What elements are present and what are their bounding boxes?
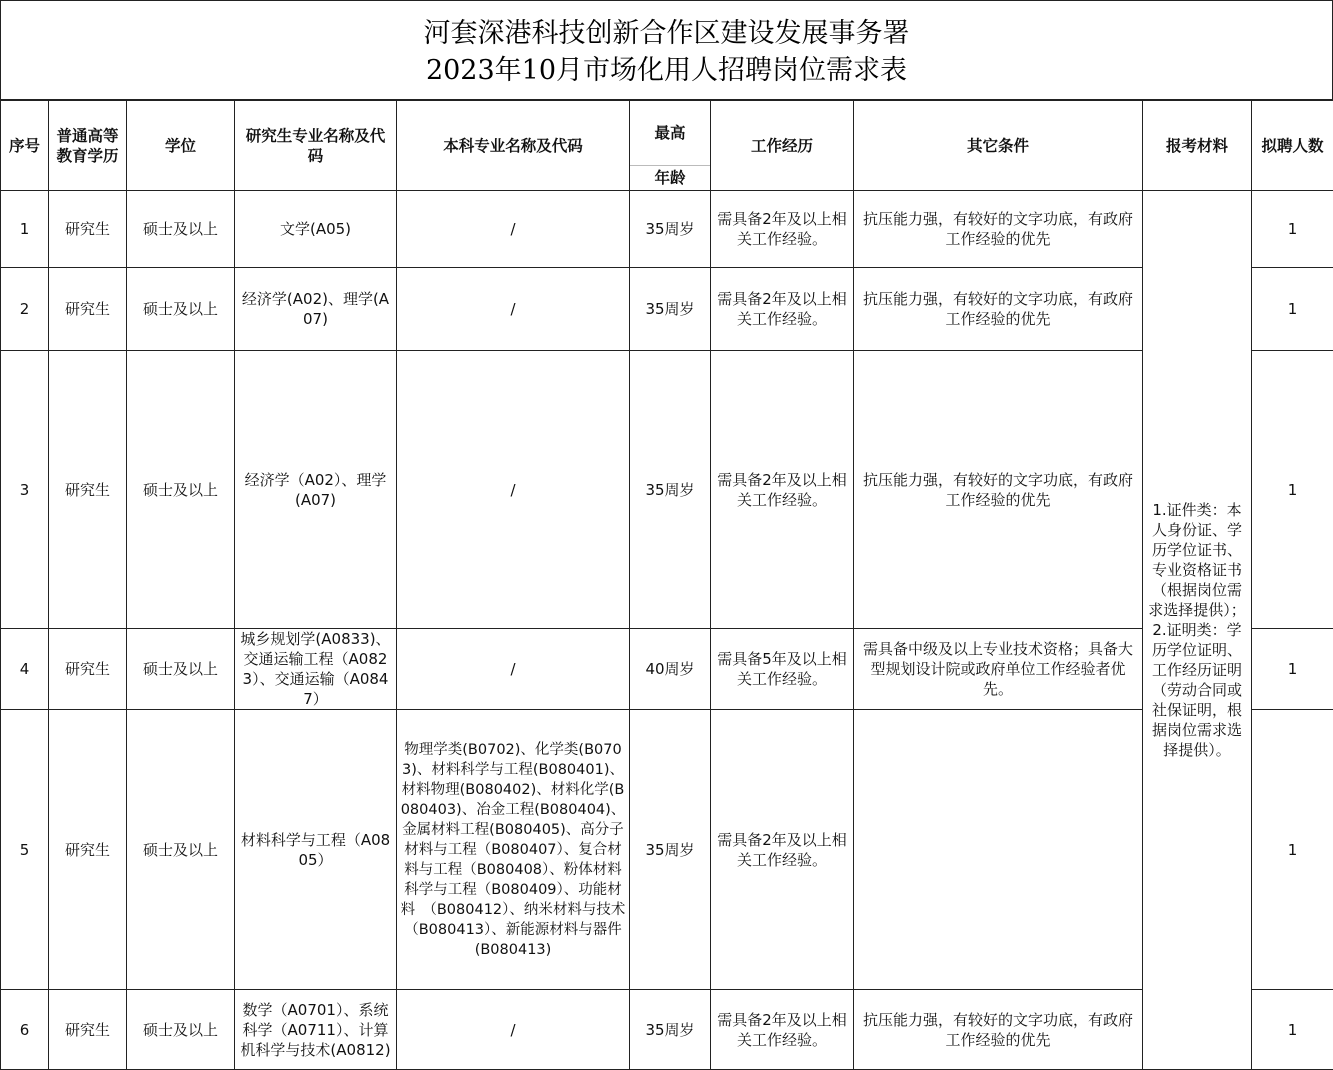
cell-other: 抗压能力强，有较好的文字功底，有政府工作经验的优先 [854,268,1143,351]
cell-seq: 2 [1,268,49,351]
recruitment-table [0,100,1333,1070]
cell-seq: 3 [1,351,49,629]
header-undergrad-major: 本科专业名称及代码 [397,101,630,191]
cell-experience: 需具备2年及以上相关工作经验。 [711,191,854,268]
cell-age: 40周岁 [630,629,711,710]
cell-grad-major: 文学(A05) [235,191,397,268]
cell-education: 研究生 [49,268,127,351]
cell-other: 抗压能力强，有较好的文字功底，有政府工作经验的优先 [854,351,1143,629]
header-other: 其它条件 [854,101,1143,191]
cell-education: 研究生 [49,191,127,268]
cell-education: 研究生 [49,629,127,710]
cell-count: 1 [1252,710,1333,990]
header-count: 拟聘人数 [1252,101,1333,191]
cell-seq: 1 [1,191,49,268]
materials-text: 1.证件类：本人身份证、学历学位证书、专业资格证书（根据岗位需求选择提供）； 2.证明类：学历学位证明、工作经历证明（劳动合同或社保证明，根据岗位需求选择提供）。 [1148,501,1246,759]
cell-seq: 6 [1,990,49,1070]
header-grad-major: 研究生专业名称及代码 [235,101,397,191]
cell-degree: 硕士及以上 [127,629,235,710]
cell-other: 抗压能力强，有较好的文字功底，有政府工作经验的优先 [854,990,1143,1070]
header-seq: 序号 [1,101,49,191]
cell-count: 1 [1252,191,1333,268]
cell-education: 研究生 [49,351,127,629]
cell-seq: 4 [1,629,49,710]
cell-degree: 硕士及以上 [127,710,235,990]
cell-age: 35周岁 [630,191,711,268]
header-education: 普通高等教育学历 [49,101,127,191]
cell-age: 35周岁 [630,268,711,351]
cell-grad-major: 经济学(A02)、理学(A07) [235,268,397,351]
table-row [1,629,1333,710]
cell-materials [1143,191,1252,1070]
header-max-age-top: 最高 [630,101,710,166]
cell-undergrad-major: / [397,268,630,351]
title-line-1: 河套深港科技创新合作区建设发展事务署 [423,18,910,49]
header-experience: 工作经历 [711,101,854,191]
cell-undergrad-major: / [397,351,630,629]
cell-experience: 需具备2年及以上相关工作经验。 [711,268,854,351]
header-max-age [630,101,711,191]
cell-grad-major: 经济学（A02）、理学(A07) [235,351,397,629]
cell-other [854,710,1143,990]
table-row [1,191,1333,268]
cell-degree: 硕士及以上 [127,191,235,268]
cell-experience: 需具备5年及以上相关工作经验。 [711,629,854,710]
cell-age: 35周岁 [630,990,711,1070]
table-row [1,710,1333,990]
cell-education: 研究生 [49,990,127,1070]
cell-grad-major: 数学（A0701）、系统科学（A0711）、计算机科学与技术(A0812) [235,990,397,1070]
cell-education: 研究生 [49,710,127,990]
header-max-age-bottom: 年龄 [654,169,686,187]
header-materials: 报考材料 [1143,101,1252,191]
cell-degree: 硕士及以上 [127,268,235,351]
cell-other: 抗压能力强，有较好的文字功底，有政府工作经验的优先 [854,191,1143,268]
cell-age: 35周岁 [630,710,711,990]
cell-degree: 硕士及以上 [127,990,235,1070]
cell-count: 1 [1252,990,1333,1070]
cell-count: 1 [1252,351,1333,629]
table-row [1,990,1333,1070]
title-block [0,0,1333,100]
cell-experience: 需具备2年及以上相关工作经验。 [711,990,854,1070]
cell-undergrad-major: / [397,191,630,268]
cell-undergrad-major: 物理学类(B0702)、化学类(B0703)、材料科学与工程(B080401)、材料物理(B080402)、材料化学(B080403)、冶金工程(B080404)、金属材料工程(B080405)、高分子材料与工程（B080407）、复合材料与工程（B080408）、粉体材料科学与工程（B080409）、功能材料 （B080412）、纳米材料与技术（B080413）、新能源材料与器件(B080413) [397,710,630,990]
title-line-2: 2023年10月市场化用人招聘岗位需求表 [425,55,908,86]
table-row [1,268,1333,351]
table-row [1,351,1333,629]
cell-grad-major: 材料科学与工程（A0805） [235,710,397,990]
cell-grad-major: 城乡规划学(A0833)、交通运输工程（A0823）、交通运输（A0847） [235,629,397,710]
cell-count: 1 [1252,629,1333,710]
cell-undergrad-major: / [397,629,630,710]
header-degree: 学位 [127,101,235,191]
cell-degree: 硕士及以上 [127,351,235,629]
cell-experience: 需具备2年及以上相关工作经验。 [711,351,854,629]
cell-seq: 5 [1,710,49,990]
header-row [1,101,1333,191]
cell-undergrad-major: / [397,990,630,1070]
cell-age: 35周岁 [630,351,711,629]
cell-experience: 需具备2年及以上相关工作经验。 [711,710,854,990]
cell-count: 1 [1252,268,1333,351]
cell-other: 需具备中级及以上专业技术资格；具备大型规划设计院或政府单位工作经验者优先。 [854,629,1143,710]
